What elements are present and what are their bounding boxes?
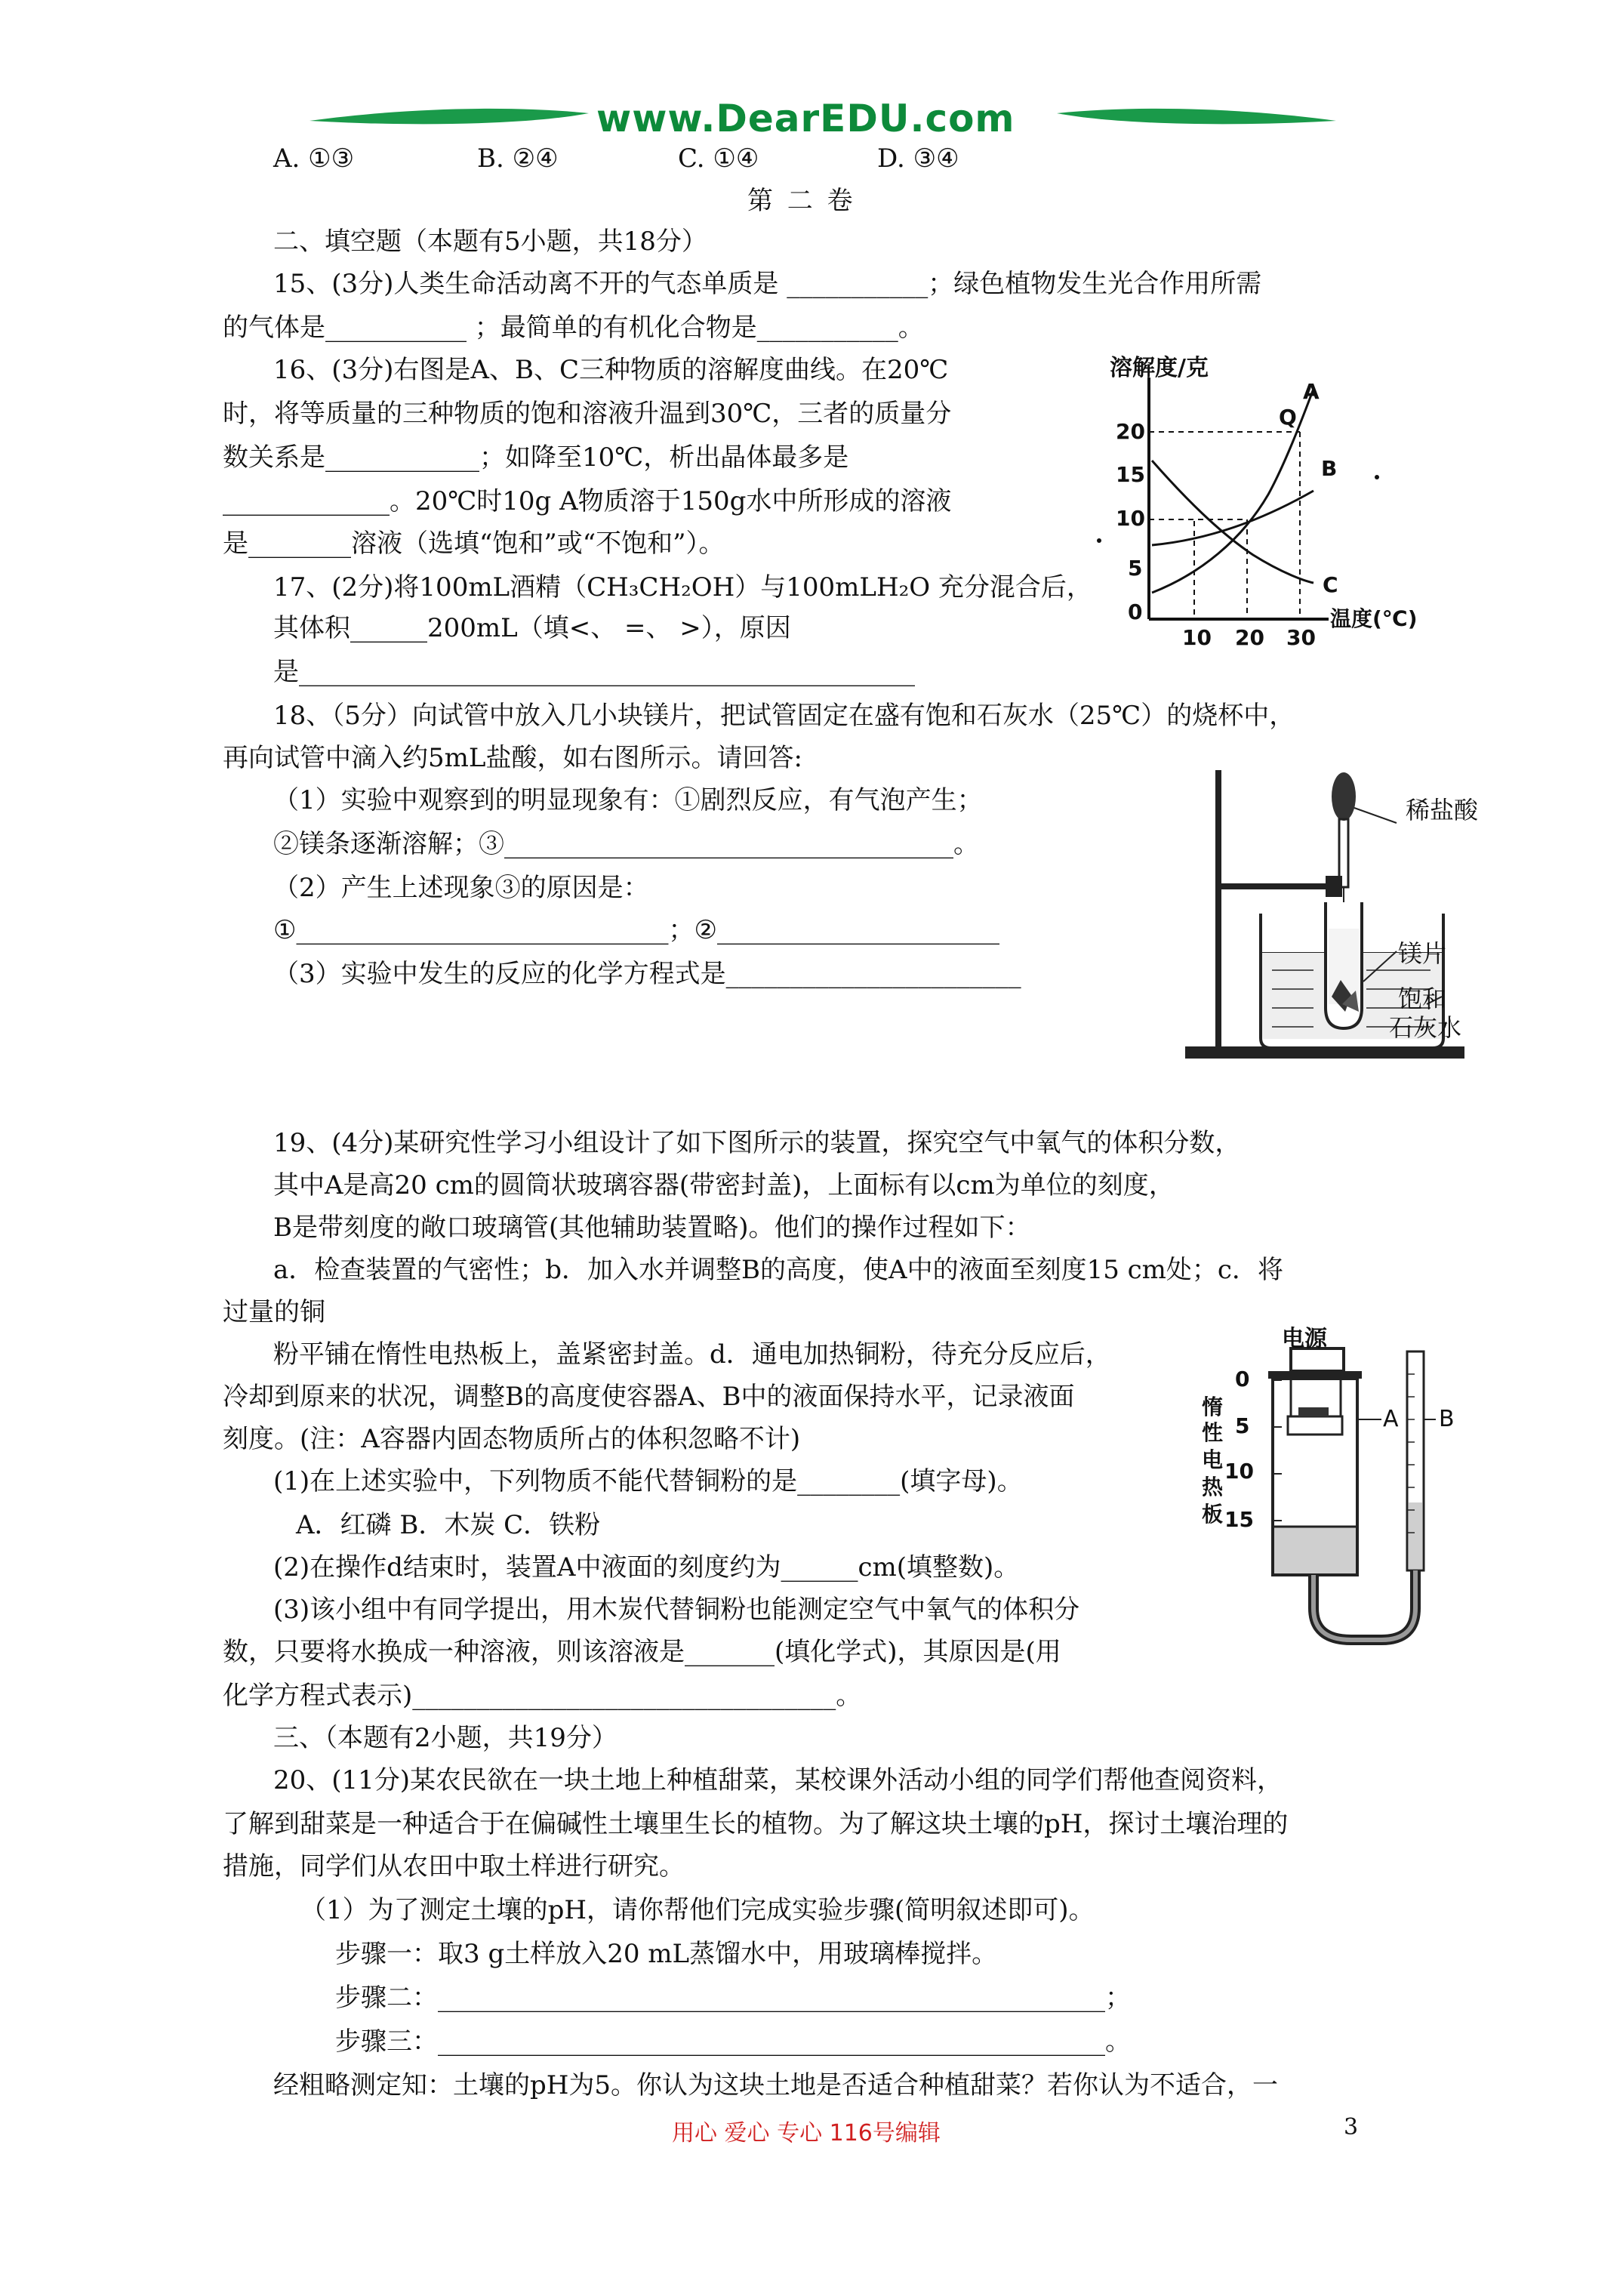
q20-line4: （1）为了测定土壤的pH，请你帮他们完成实验步骤(简明叙述即可)。: [300, 1895, 1095, 1925]
chart-ylabel: 溶解度/克: [1110, 355, 1209, 381]
footer-motto: 用心 爱心 专心 116号编辑: [672, 2120, 941, 2147]
q19-line3: B是带刻度的敞口玻璃管(其他辅助装置略)。他们的操作过程如下：: [273, 1213, 1031, 1243]
curve-c: [1152, 461, 1313, 583]
label-b: B: [1439, 1406, 1455, 1432]
q16-line3: 数关系是____________；如降至10℃，析出晶体最多是: [223, 442, 849, 473]
volume-title: 第 二 卷: [747, 186, 856, 216]
curve-b: [1152, 491, 1313, 545]
q15-line1: 15、(3分)人类生命活动离不开的气态单质是 ___________；绿色植物发生光合作用所需: [273, 269, 1262, 299]
label-a: A: [1383, 1406, 1399, 1432]
chart-ytick-5: 5: [1128, 556, 1143, 581]
q20-step1: 步骤一：取3 g土样放入20 mL蒸馏水中，用玻璃棒搅拌。: [335, 1939, 998, 1969]
chart-ytick-20: 20: [1116, 419, 1145, 444]
q18-line5: （2）产生上述现象③的原因是：: [273, 873, 649, 903]
chart-label-c: C: [1323, 572, 1338, 597]
header-swoosh-left: [310, 109, 589, 124]
label-saturated: 饱和: [1398, 985, 1447, 1013]
tick-10: 10: [1224, 1459, 1254, 1484]
tick-5: 5: [1235, 1413, 1250, 1438]
q19-line4: a．检查装置的气密性；b．加入水并调整B的高度，使A中的液面至刻度15 cm处；c．将: [273, 1255, 1283, 1285]
chart-label-q: Q: [1279, 405, 1297, 430]
chart-xtick-10: 10: [1182, 625, 1212, 650]
label-limewater: 石灰水: [1389, 1013, 1462, 1042]
q14-option-b: B. ②④: [477, 143, 559, 174]
q17-line3: 是________________________________________________: [273, 657, 915, 687]
q14-option-c: C. ①④: [678, 143, 759, 174]
label-plate-2: 性: [1202, 1420, 1224, 1445]
q16-line2: 时，将等质量的三种物质的饱和溶液升温到30℃，三者的质量分: [223, 399, 952, 429]
q14-option-a: A. ①③: [273, 143, 355, 174]
q19-line13: 数，只要将水换成一种溶液，则该溶液是_______(填化学式)，其原因是(用: [223, 1637, 1061, 1667]
chart-xtick-20: 20: [1235, 625, 1264, 650]
q19-line7: 冷却到原来的状况，调整B的高度使容器A、B中的液面保持水平，记录液面: [223, 1382, 1075, 1412]
label-plate-4: 热: [1202, 1475, 1224, 1499]
page-number: 3: [1344, 2114, 1359, 2140]
section3-title: 三、（本题有2小题，共19分）: [273, 1723, 617, 1753]
chart-label-a: A: [1303, 379, 1320, 404]
q18-line1: 18、（5分）向试管中放入几小块镁片，把试管固定在盛有饱和石灰水（25℃）的烧杯中，: [273, 701, 1295, 731]
q19-line9: (1)在上述实验中，下列物质不能代替铜粉的是________(填字母)。: [273, 1466, 1023, 1496]
q19-line10: A．红磷 B．木炭 C．铁粉: [296, 1510, 601, 1540]
chart-ytick-0: 0: [1128, 599, 1143, 624]
chart-xlabel: 温度(℃): [1330, 606, 1418, 631]
q18-line4: ②镁条逐渐溶解；③___________________________________。: [273, 829, 979, 859]
q19-line1: 19、(4分)某研究性学习小组设计了如下图所示的装置，探究空气中氧气的体积分数，: [273, 1128, 1241, 1158]
q17-line1: 17、(2分)将100mL酒精（CH₃CH₂OH）与100mLH₂O 充分混合后，: [273, 572, 1092, 603]
q19-line8: 刻度。(注：A容器内固态物质所占的体积忽略不计): [223, 1424, 801, 1454]
label-plate-3: 电: [1202, 1447, 1224, 1472]
q16-line1: 16、(3分)右图是A、B、C三种物质的溶解度曲线。在20℃: [273, 355, 949, 385]
apparatus-cylinder: [1193, 1329, 1464, 1646]
q20-line1: 20、(11分)某农民欲在一块土地上种植甜菜，某校课外活动小组的同学们帮他查阅资料，: [273, 1765, 1283, 1795]
header-swoosh-right: [1057, 109, 1336, 124]
q19-line5: 过量的铜: [223, 1297, 325, 1327]
q19-line12: (3)该小组中有同学提出，用木炭代替铜粉也能测定空气中氧气的体积分: [273, 1595, 1080, 1625]
tick-0: 0: [1235, 1367, 1250, 1391]
header-site-name[interactable]: www.DearEDU.com: [596, 97, 1015, 140]
label-plate-1: 惰: [1202, 1395, 1224, 1419]
q19-line2: 其中A是高20 cm的圆筒状玻璃容器(带密封盖)，上面标有以cm为单位的刻度，: [273, 1170, 1175, 1200]
section2-title: 二、填空题（本题有5小题，共18分）: [273, 227, 707, 257]
q16-line5: 是________溶液（选填“饱和”或“不饱和”）。: [223, 529, 725, 559]
q20-step2: 步骤二：____________________________________________________；: [335, 1983, 1131, 2013]
q16-line4: _____________。20℃时10g A物质溶于150g水中所形成的溶液: [223, 486, 952, 516]
q19-line14: 化学方程式表示)_________________________________。: [223, 1681, 862, 1711]
q20-line3: 措施，同学们从农田中取土样进行研究。: [223, 1851, 685, 1881]
q17-line2: 其体积______200mL（填<、 =、 >），原因: [273, 613, 791, 643]
chart-label-b: B: [1321, 456, 1338, 481]
label-dilute-hcl: 稀盐酸: [1406, 796, 1479, 824]
q18-line2: 再向试管中滴入约5mL盐酸，如右图所示。请回答:: [223, 743, 802, 773]
chart-ytick-10: 10: [1116, 506, 1145, 531]
tick-15: 15: [1224, 1507, 1254, 1532]
chart-ytick-15: 15: [1116, 462, 1145, 487]
q15-line2: 的气体是___________ ；最简单的有机化合物是___________。: [223, 313, 924, 343]
q20-step3: 步骤三：____________________________________________________。: [335, 2026, 1131, 2057]
q19-line11: (2)在操作d结束时，装置A中液面的刻度约为______cm(填整数)。: [273, 1552, 1020, 1583]
q20-line5: 经粗略测定知：土壤的pH为5。你认为这块土地是否适合种植甜菜？若你认为不适合，一: [273, 2070, 1279, 2100]
q18-line6: ①_____________________________；②______________________: [273, 915, 999, 945]
q14-option-d: D. ③④: [877, 143, 959, 174]
q20-line2: 了解到甜菜是一种适合于在偏碱性土壤里生长的植物。为了解这块土壤的pH，探讨土壤治理的: [223, 1809, 1289, 1839]
label-plate-5: 板: [1202, 1502, 1224, 1527]
label-magnesium: 镁片: [1398, 939, 1447, 968]
q18-line7: （3）实验中发生的反应的化学方程式是_______________________: [273, 959, 1021, 989]
q18-line3: （1）实验中观察到的明显现象有：①剧烈反应，有气泡产生；: [273, 785, 983, 815]
chart-xtick-30: 30: [1286, 625, 1316, 650]
q19-line6: 粉平铺在惰性电热板上，盖紧密封盖。d．通电加热铜粉，待充分反应后，: [273, 1339, 1111, 1370]
label-power: 电源: [1282, 1326, 1327, 1352]
